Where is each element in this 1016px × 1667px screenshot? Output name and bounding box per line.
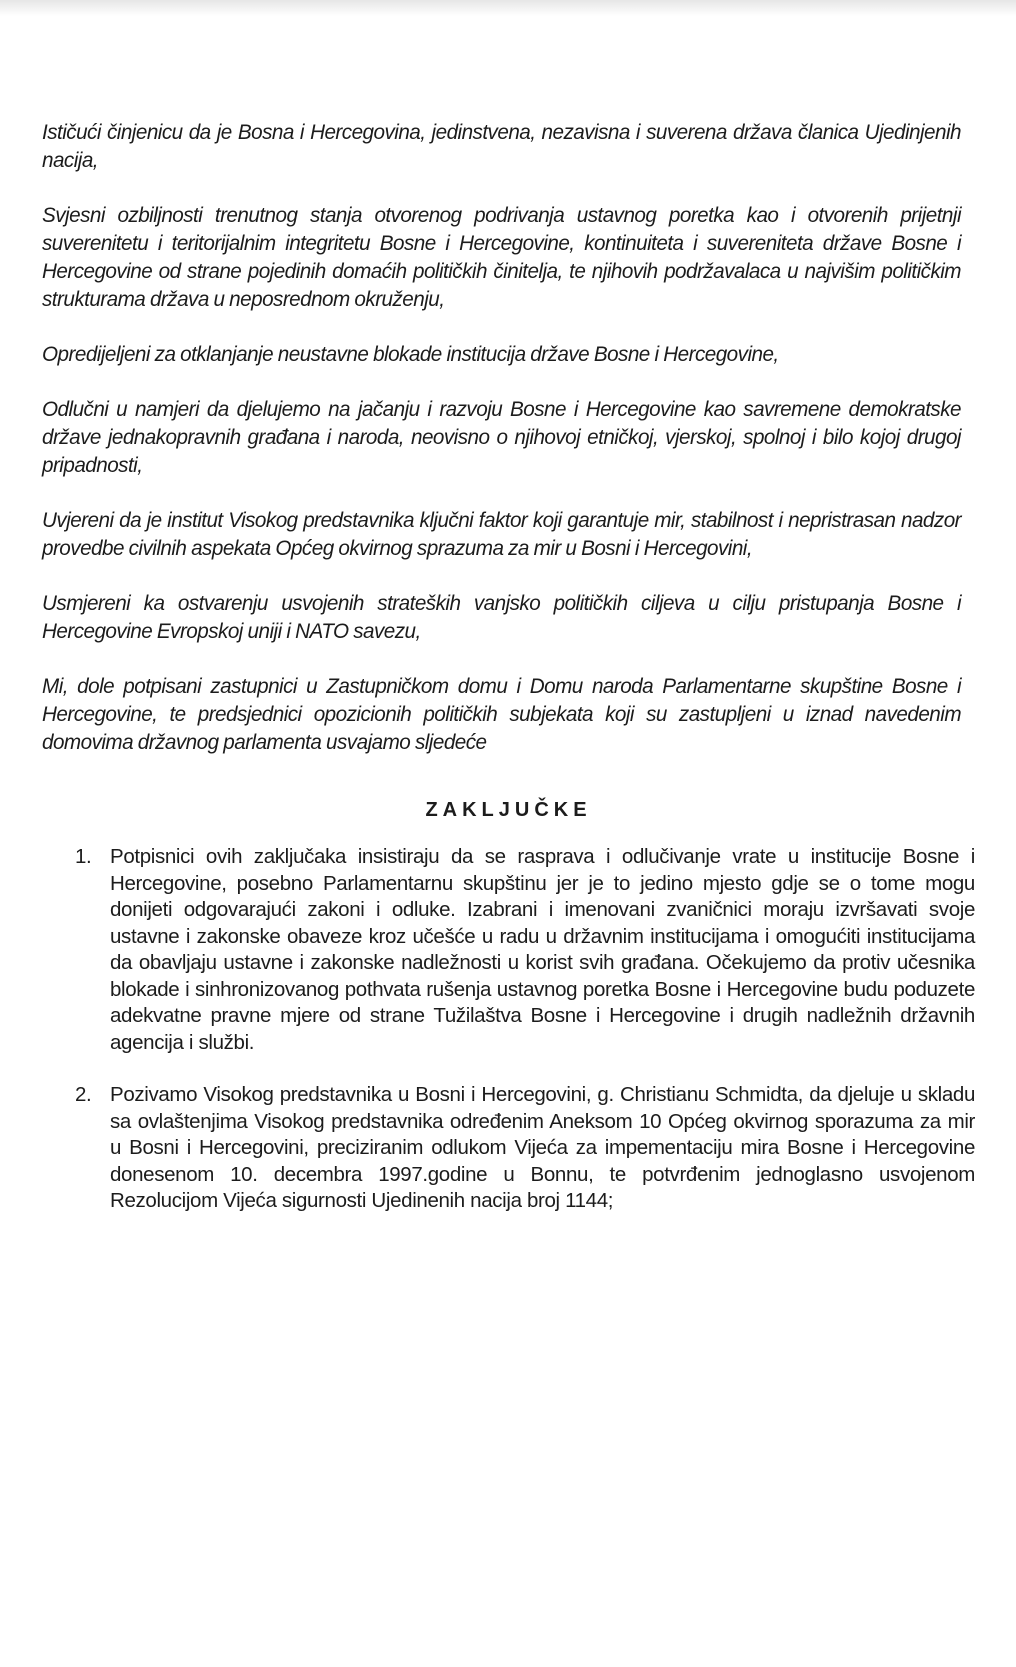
preamble-paragraph: Svjesni ozbiljnosti trenutnog stanja otvorenog podrivanja ustavnog poretka kao i otvorenih prijetnji suverenitetu i teritorijalnim integritetu Bosne i Hercegovine, kontinuiteta i suvereniteta države Bosne i Hercegovine od strane pojedinih domaćih političkih činitelja, te njihovih podržavalaca u najvišim političkim strukturama država u neposrednom okruženju, bbox=[42, 204, 962, 311]
preamble bbox=[42, 119, 975, 757]
preamble-paragraph: Uvjereni da je institut Visokog predstavnika ključni faktor koji garantuje mir, stabilnost i nepristrasan nadzor provedbe civilnih aspekata Općeg okvirnog sprazuma za mir u Bosni i Hercegovini, bbox=[42, 509, 962, 560]
section-heading: ZAKLJUČKE bbox=[425, 799, 592, 821]
item-text: Potpisnici ovih zaključaka insistiraju da se rasprava i odlučivanje vrate u institucije Bosne i Hercegovine, posebno Parlamentarnu skupštinu jer je to jedino mjesto gdje se o tome mogu donijeti odgovarajući zakoni i odluke. Izabrani i imenovani zvaničnici moraju izvršavati svoje ustavne i zakonske obaveze kroz učešće u radu u državnim institucijama i omogućiti institucijama da obavljaju ustavne i zakonske nadležnosti u korist svih građana. Očekujemo da protiv učesnika blokade i sinhronizovanog pothvata rušenja ustavnog poretka Bosne i Hercegovine budu poduzete adekvatne pravne mjere od strane Tužilaštva Bosne i Hercegovine i drugih nadležnih državnih agencija i službi. bbox=[110, 845, 975, 1054]
preamble-paragraph: Usmjereni ka ostvarenju usvojenih strateških vanjsko političkih ciljeva u cilju pristupanja Bosne i Hercegovine Evropskoj uniji i NATO savezu, bbox=[42, 592, 962, 643]
item-number: 1. bbox=[75, 845, 92, 868]
document-page bbox=[42, 119, 975, 1241]
preamble-paragraph: Opredijeljeni za otklanjanje neustavne blokade institucija države Bosne i Hercegovine, bbox=[42, 343, 779, 366]
conclusion-item bbox=[42, 844, 975, 1056]
conclusions-list bbox=[42, 844, 975, 1215]
preamble-paragraph: Mi, dole potpisani zastupnici u Zastupničkom domu i Domu naroda Parlamentarne skupštine Bosne i Hercegovine, te predsjednici opozicionih političkih subjekata koji su zastupljeni u iznad navedenim domovima državnog parlamenta usvajamo sljedeće bbox=[42, 675, 962, 754]
preamble-paragraph: Ističući činjenicu da je Bosna i Hercegovina, jedinstvena, nezavisna i suverena država članica Ujedinjenih nacija, bbox=[42, 121, 962, 172]
preamble-paragraph: Odlučni u namjeri da djelujemo na jačanju i razvoju Bosne i Hercegovine kao savremene demokratske države jednakopravnih građana i naroda, neovisno o njihovoj etničkoj, vjerskoj, spolnoj i bilo kojoj drugoj pripadnosti, bbox=[42, 398, 962, 477]
conclusion-item bbox=[42, 1082, 975, 1215]
item-number: 2. bbox=[75, 1083, 92, 1106]
scan-edge-shadow bbox=[0, 0, 1016, 16]
item-text: Pozivamo Visokog predstavnika u Bosni i Hercegovini, g. Christianu Schmidta, da djeluje u skladu sa ovlaštenjima Visokog predstavnika određenim Aneksom 10 Općeg okvirnog sporazuma za mir u Bosni i Hercegovini, preciziranim odlukom Vijeća za impementaciju mira Bosne i Hercegovine donesenom 10. decembra 1997.godine u Bonnu, te potvrđenim jednoglasno usvojenom Rezolucijom Vijeća sigurnosti Ujedinenih nacija broj 1144; bbox=[110, 1083, 975, 1212]
